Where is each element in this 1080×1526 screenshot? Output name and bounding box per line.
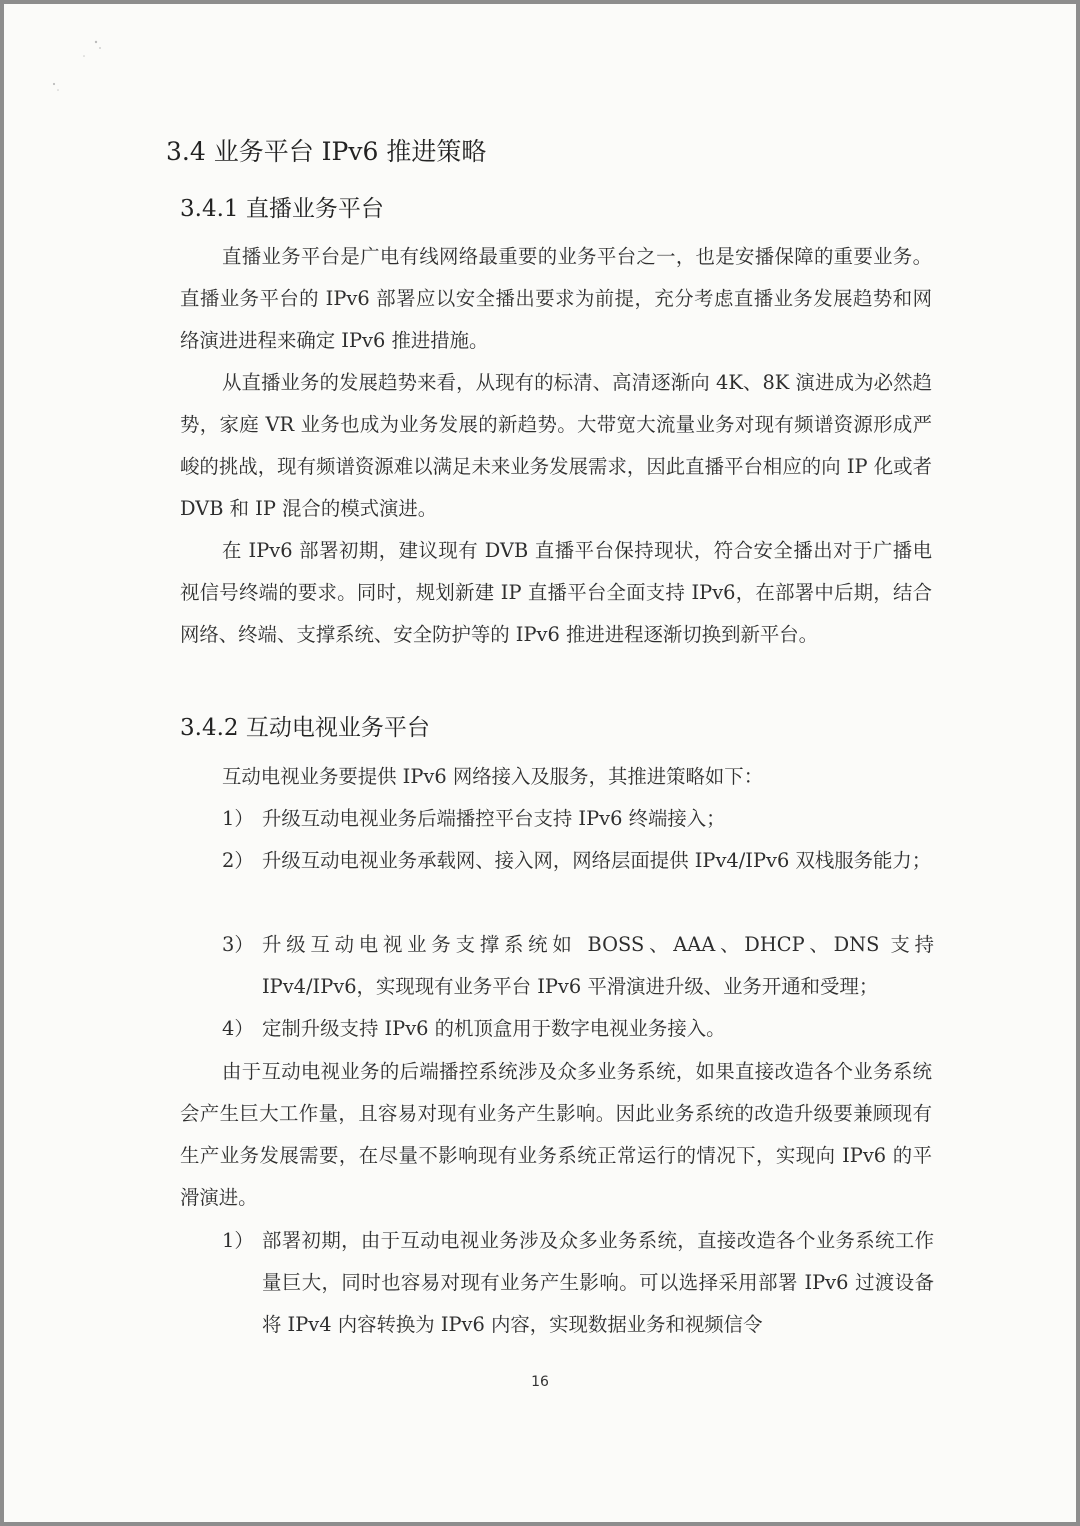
list-item-number: 1） <box>222 1229 254 1252</box>
paragraph: 由于互动电视业务的后端播控系统涉及众多业务系统，如果直接改造各个业务系统会产生巨大工作量，且容易对现有业务产生影响。因此业务系统的改造升级要兼顾现有生产业务发展需要，在尽量不影响现有业务系统正常运行的情况下，实现向 IPv6 的平滑演进。 <box>180 1060 932 1209</box>
paragraph: 在 IPv6 部署初期，建议现有 DVB 直播平台保持现状，符合安全播出对于广播电视信号终端的要求。同时，规划新建 IP 直播平台全面支持 IPv6，在部署中后期，结合网络、终端、支撑系统、安全防护等的 IPv6 推进进程逐渐切换到新平台。 <box>180 539 932 646</box>
list-item-text: 升级互动电视业务后端播控平台支持 IPv6 终端接入； <box>262 807 726 830</box>
list-item <box>222 840 934 882</box>
page-number: 16 <box>531 1374 549 1390</box>
document-page <box>4 4 1076 1522</box>
list-item-number: 3） <box>222 933 254 956</box>
list-item-text: 定制升级支持 IPv6 的机顶盒用于数字电视业务接入。 <box>262 1017 726 1040</box>
list-item <box>222 924 934 1008</box>
paragraph: 从直播业务的发展趋势来看，从现有的标清、高清逐渐向 4K、8K 演进成为必然趋势，家庭 VR 业务也成为业务发展的新趋势。大带宽大流量业务对现有频谱资源形成严峻的挑战，现有频谱资源难以满足未来业务发展需求，因此直播平台相应的向 IP 化或者 DVB 和 IP 混合的模式演进。 <box>180 371 932 520</box>
section-heading: 3.4 业务平台 IPv6 推进策略 <box>166 137 487 166</box>
paragraph: 互动电视业务要提供 IPv6 网络接入及服务，其推进策略如下： <box>222 765 764 788</box>
list-item <box>222 798 934 840</box>
list-item-number: 2） <box>222 849 254 872</box>
scan-specks <box>44 34 114 104</box>
list-item-text: 升级互动电视业务支撑系统如 BOSS、AAA、DHCP、DNS 支持 IPv4/IPv6，实现现有业务平台 IPv6 平滑演进升级、业务开通和受理； <box>262 933 934 998</box>
subsection-heading-3-4-2: 3.4.2 互动电视业务平台 <box>180 715 430 741</box>
list-item-number: 4） <box>222 1017 254 1040</box>
subsection-heading-3-4-1: 3.4.1 直播业务平台 <box>180 196 384 222</box>
list-item <box>222 1008 934 1050</box>
list-item-text: 部署初期，由于互动电视业务涉及众多业务系统，直接改造各个业务系统工作量巨大，同时也容易对现有业务产生影响。可以选择采用部署 IPv6 过渡设备将 IPv4 内容转换为 IPv6 内容，实现数据业务和视频信令 <box>262 1229 934 1336</box>
list-item-text: 升级互动电视业务承载网、接入网，网络层面提供 IPv4/IPv6 双栈服务能力； <box>262 849 932 872</box>
paragraph: 直播业务平台是广电有线网络最重要的业务平台之一，也是安播保障的重要业务。直播业务平台的 IPv6 部署应以安全播出要求为前提，充分考虑直播业务发展趋势和网络演进进程来确定 IPv6 推进措施。 <box>180 245 932 352</box>
list-item <box>222 1220 934 1346</box>
list-item-number: 1） <box>222 807 254 830</box>
